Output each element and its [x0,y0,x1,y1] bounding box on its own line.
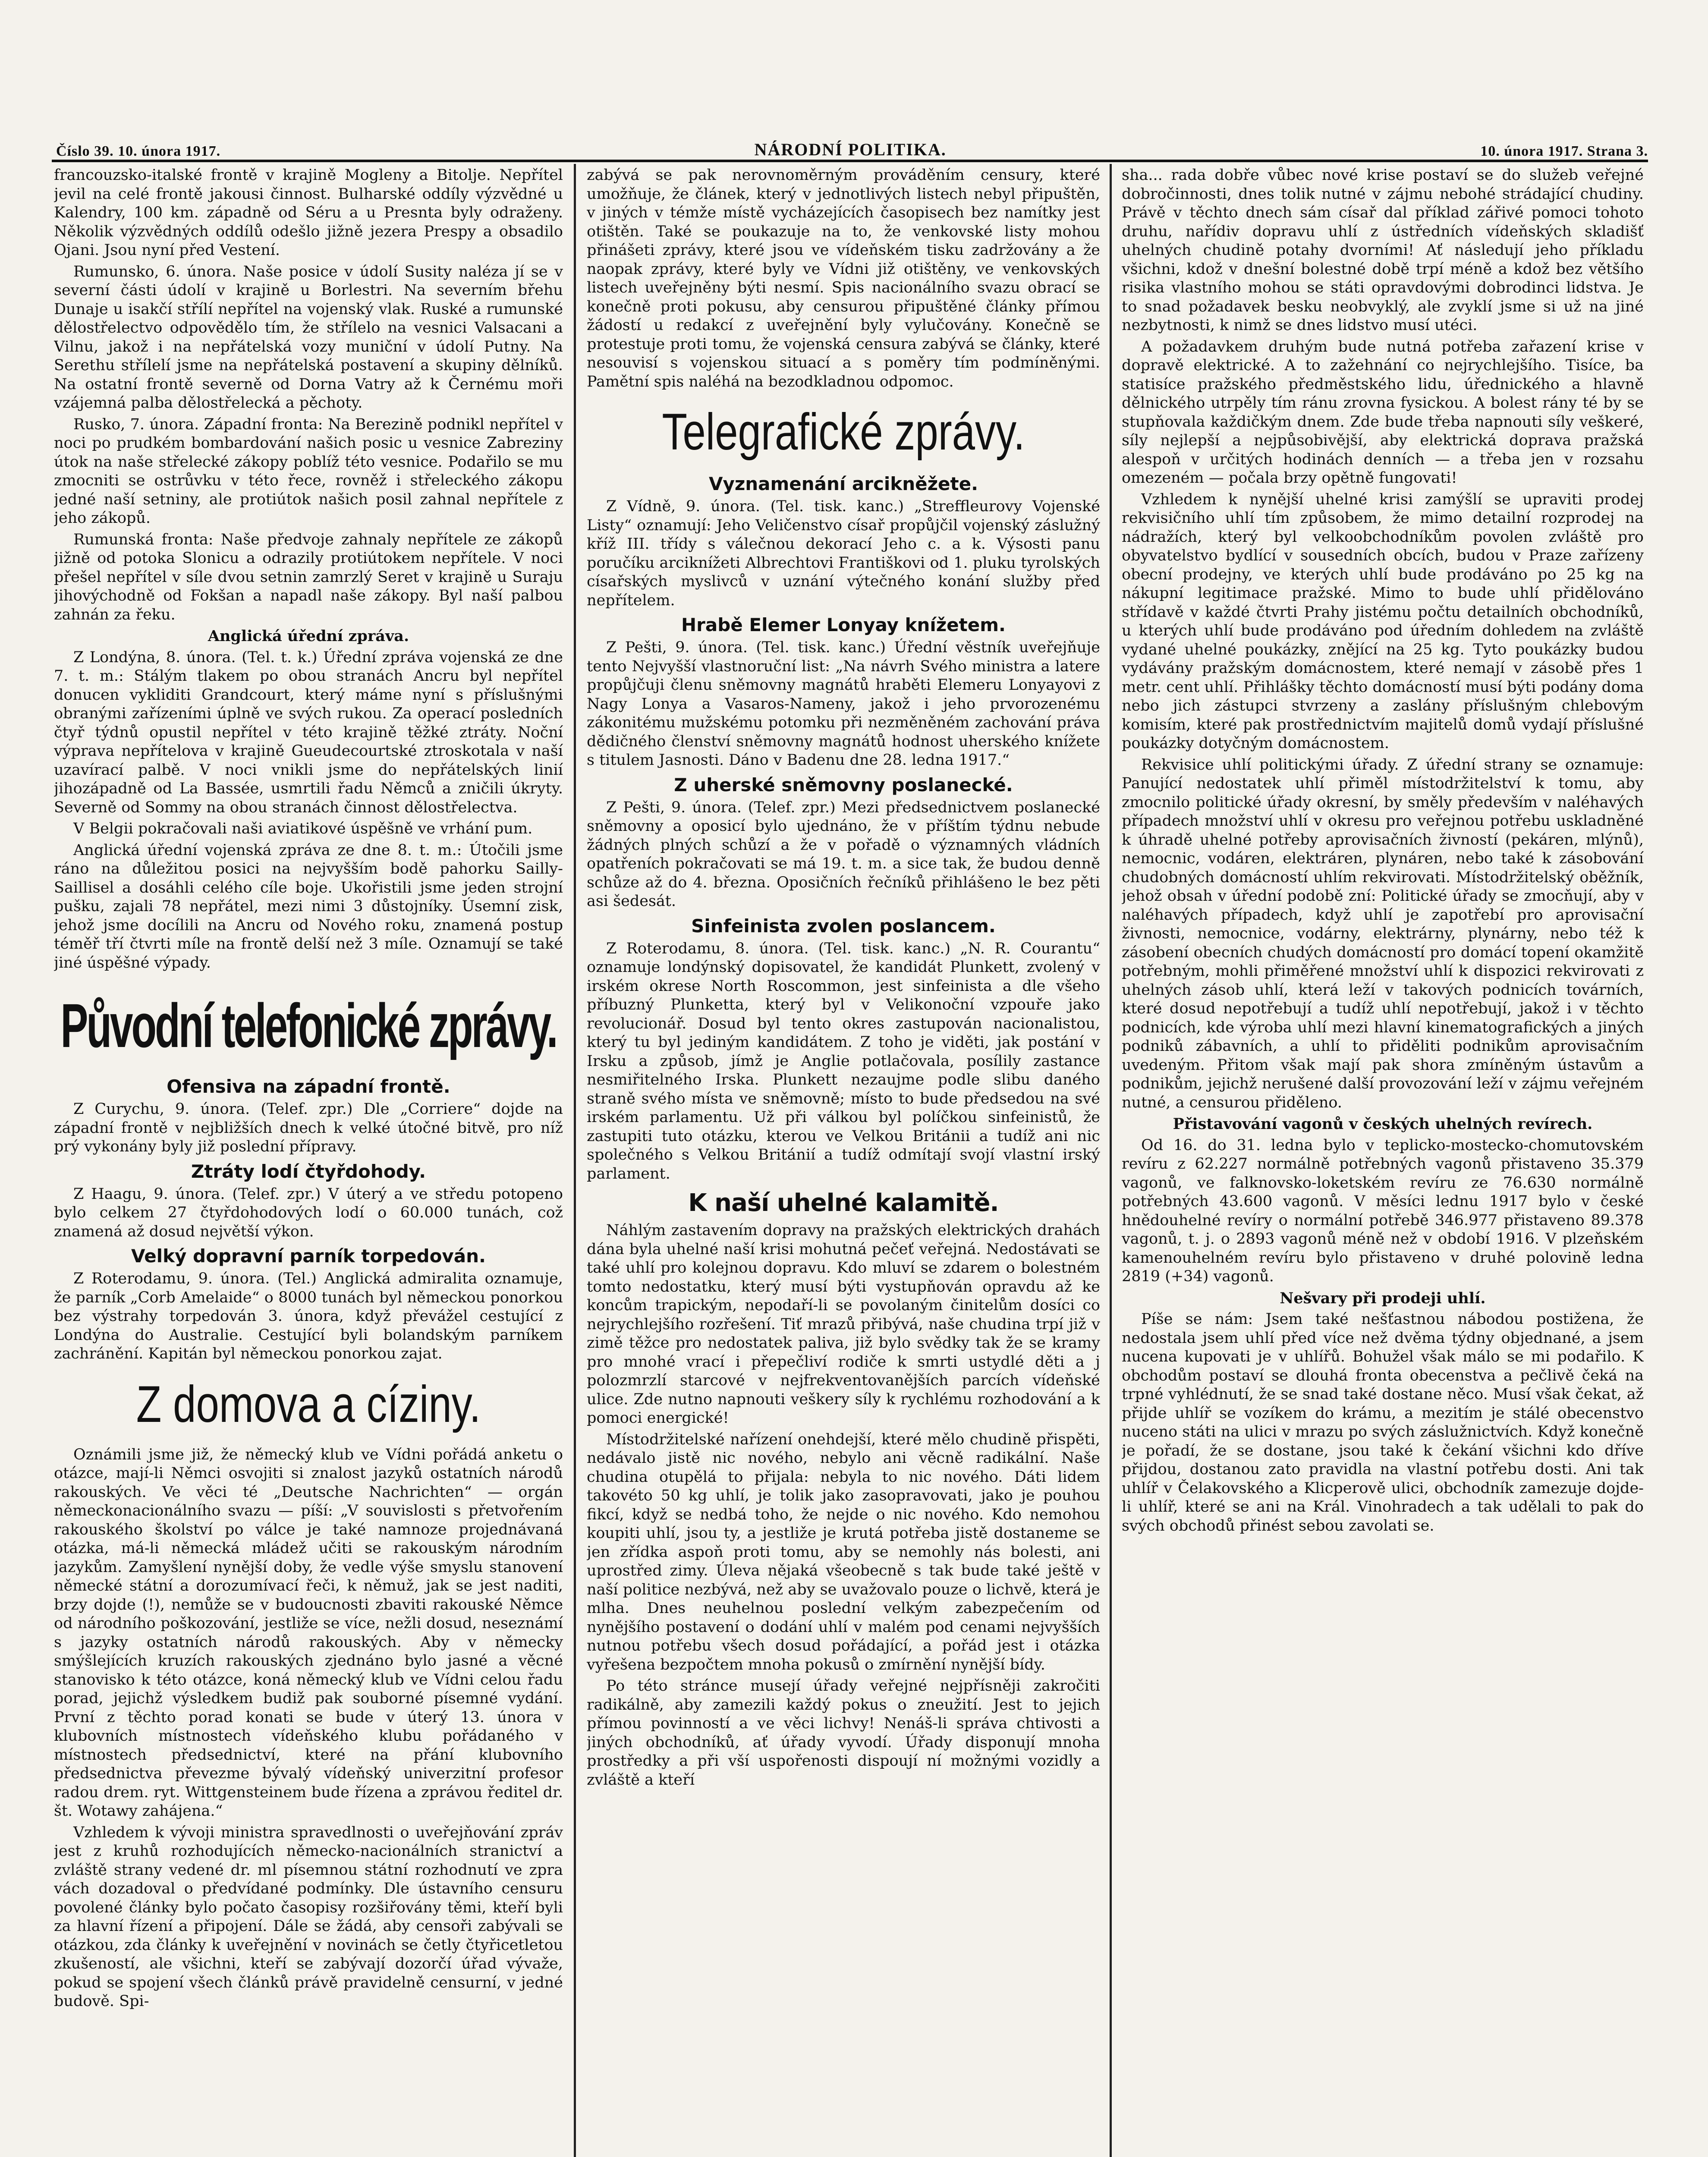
paragraph: Rumunsko, 6. února. Naše posice v údolí Susity naléza jí se v severní části údolí v krajině u Borlestri. Na severním břehu Dunaje u isakčí střílí nepřítel na vojenský vlak. Ruské a rumunské dělostřelectvo odpovědělo tím, že střílelo na vesnici Valsacani a Vilnu, jakož i na nepřátelská vozy muniční v údolí Putny. Na Serethu střílelí jsme na nepřátelská postavení a skupiny dělníků. Na ostatní frontě severně od Dorna Vatry až k Černému moři vzájemná palba dělostřelecká a pěchoty. [54,263,563,412]
paragraph: Z Roterodamu, 9. února. (Tel.) Anglická admiralita oznamuje, že parník „Corb Amelaide“ o 8000 tunách byl německou ponorkou bez výstrahy torpedován 3. února, když převážel cestující z Londýna do Australie. Cestující byli bolandským parníkem zachránění. Kapitán byl německou ponorkou zajat. [54,1270,563,1362]
masthead-title: NÁRODNÍ POLITIKA. [754,140,947,159]
section-title: Původní telefonické zprávy. [60,991,557,1061]
article-heading: Ofensiva na západní frontě. [167,1076,450,1097]
issue-number: Číslo 39. 10. února 1917. [56,143,221,159]
column-divider [574,164,576,2157]
article-heading: Vyznamenání arcikněžete. [708,473,978,494]
paragraph: Z Pešti, 9. února. (Tel. tisk. kanc.) Úřední věstník uveřejňuje tento Nejvyšší vlastnoruční list: „Na návrh Svého ministra a latere propůjčuji členu sněmovny magnátů hraběti Elemeru Lonyayovi z Nagy Lonya a Vasaros-Nameny, jakož i jeho prvorozenému zákonitému mužskému potomku při nezměněném zachování práva dědičného členství sněmovny magnátů hodnost uherského knížete s titulem Jasnosti. Dáno v Badenu dne 28. ledna 1917.“ [587,639,1100,769]
paragraph: Náhlým zastavením dopravy na pražských elektrických drahách dána byla uhelné naší krisi mohutná pečeť veřejná. Nedostávati se také uhlí pro kolejnou dopravu. Kdo mluví se zdarem o bolestném tomto nedostatku, který musí býti vystupňován opravdu až ke koncům trapickým, nepodaří-li se povolaným činitelům dosíci co nejrychlejšího rozřešení. Tiť mrazů přibývá, naše chudina trpí již v zimě těžce pro nedostatek paliva, již bylo svědky tak že se kramy pro mnohé vrací i přepečliví rodiče k smrti ustydlé děti a j polozmrzlí starcové v nejfrekventovanějších parcích vídeňské ulice. Zde nutno napnouti veškery síly k rychlému rozhodování a k pomoci energické! [587,1222,1100,1427]
page-number: 10. února 1917. Strana 3. [1480,143,1648,159]
column-3 [1122,166,1644,2157]
paragraph: Z Vídně, 9. února. (Tel. tisk. kanc.) „Streffleurovy Vojenské Listy“ oznamují: Jeho Veličenstvo císař propůjčil vojenský záslužný kříž III. třídy s válečnou dekorací Jeho c. a k. Výsosti panu poručíku arciknížeti Albrechtovi Františkovi od 1. pluku tyrolských císařských myslivců v uznání výtečného konání služby před nepřítelem. [587,498,1100,609]
paragraph: Rumunská fronta: Naše předvoje zahnaly nepřítele ze zákopů jižně od potoka Slonicu a odrazily protiútokem nepřítele. V noci přešel nepřítel v síle dvou setnin zamrzlý Seret v krajině u Suraju jihovýchodně od Fokšan a napadl naše zákopy. Byl naší palbou zahnán za řeku. [54,531,563,623]
paragraph: sha... rada dobře vůbec nové krise postaví se do služeb veřejné dobročinnosti, dnes tolik nutné v zájmu nebohé strádající chudiny. Právě v těchto dnech sám císař dal příklad zářivé pomoci tohoto druhu, nařídiv dopravu uhlí z ústředních vídeňských skladišť uhelných chudině potahy dvorními! Ať následují jeho příkladu všichni, kdož v dnešní bolestné době trpí méně a kdož bez většího risika vlastního mohou se státi opravdovými dobrodinci lidstva. Je to snad požadavek besku neobvyklý, ale zvyklí jsme si už na jiné nezbytnosti, k nimž se dnes lidstvo musí utéci. [1122,167,1644,334]
paragraph: Z Curychu, 9. února. (Telef. zpr.) Dle „Corriere“ dojde na západní frontě v nejbližších dnech k velké útočné bitvě, pro níž prý vykonány byly již poslední přípravy. [54,1101,563,1155]
section-title: Telegrafické zprávy. [662,403,1025,461]
paragraph: francouzsko-italské frontě v krajině Mogleny a Bitolje. Nepřítel jevil na celé frontě jakousi činnost. Bulharské oddíly výzvědné u Kalendry, 100 km. západně od Séru a u Presnta byly odraženy. Několik výzvědných oddílů odešlo jižně jezera Prespy a obsadilo Ojani. Jsou nyní před Vestení. [54,167,563,259]
paragraph: Z Pešti, 9. února. (Telef. zpr.) Mezi předsednictvem poslanecké sněmovny a oposicí bylo ujednáno, že v příštím týdnu nebude žádných plných schůzí a že v pořadě o významných vládních opatřeních pokračovati se má 19. t. m. a sice tak, že budou denně schůze až do 4. března. Oposičních řečníků přihlášeno le bez pěti asi šedesát. [587,799,1100,910]
paragraph: Vzhledem k vývoji ministra spravedlnosti o uveřejňování zpráv jest z kruhů rozhodujících německo-nacionálních stranictví a zvláště strany vedené dr. ml písemnou státní rozhodnutí ve zpra vách dozadoval o předvídané podmínky. Dle ústavního censuru povolené články bylo počato časopisy rozšiřovány těmi, kteří byli za hlavní řízení a připojení. Dále se žádá, aby censoři zabývali se otázkou, zda články k uveřejnění v novinách se četly čtyřicetletou zkušeností, ale všichni, kteří se zabývají dozorčí úřad vývaže, pokud se spojení všech článků právě pravidelně censurní, v jedné budově. Spi- [54,1824,563,2010]
section-heading: Nešvary při prodeji uhlí. [1280,1289,1486,1307]
paragraph: Rekvisice uhlí politickými úřady. Z úřední strany se oznamuje: Panující nedostatek uhlí přiměl místodržitelství k tomu, aby zmocnilo politické úřady okresní, by směly především v naléhavých případech množství uhlí v okresu pro veřejnou potřebu uskladněné k úhradě uhelné potřeby aprovisačních živností (pekáren, mlýnů), nemocnic, vodáren, elektráren, plynáren, nebo také k zásobování chudobných domácností uhlím rekvirovati. Místodržitelský oběžník, jehož obsah v úřední podobě zní: Politické úřady se zmocňují, aby v naléhavých případech, když uhlí je zapotřebí pro aprovisační živnosti, nemocnice, vodárny, elektrárny, plynárny, nebo též k zásobení obecních chudých domácností pro domácí topení okamžitě potřebným, mohli přiměřené množství uhlí k dispozici rekvirovati z uhelných zásob uhlí, která leží v takových podnicích továrních, které dosud nepotřebují a tudíž uhlí nepotřebují, jakož i v těchto podnicích, kde výroba uhlí mezi hlavní kinematografických a jiných podniků zábavních, a uhlí to přiděliti podnikům aprovisačním uvedeným. Přitom však mají pak shora zmíněným ústavům a podnikům, jejichž nerušené další provozování leží v zájmu veřejném nutné, a censurou přiděleno. [1122,756,1644,1111]
paragraph: Anglická úřední vojenská zpráva ze dne 8. t. m.: Útočili jsme ráno na důležitou posici na nejvyšším bodě pahorku Sailly-Saillisel a dosáhli celého cíle boje. Ukořistili jsme jeden strojní pušku, zajali 78 nepřátel, mezi nimi 3 důstojníky. Úsemní zisk, jehož jsme docílili na Ancru od Nového roku, znamená postup téměř tří čtvrti míle na frontě delší než 3 míle. Oznamují se také jiné úspěšné výpady. [54,841,563,972]
column-2 [587,166,1100,2157]
paragraph: Rusko, 7. února. Západní fronta: Na Berezině podnikl nepřítel v noci po prudkém bombardování našich posic u vesnice Zabreziny útok na naše střelecké zákopy poblíž této vesnice. Podařilo se mu zmocniti se ostrůvku v této řece, rovněž i střeleckého zákopu jedné naší setniny, ale protiútok našich posil zahnal nepřítele z jeho zákopů. [54,415,563,527]
article-heading: Ztráty lodí čtyřdohody. [191,1160,426,1182]
paragraph: Z Londýna, 8. února. (Tel. t. k.) Úřední zpráva vojenská ze dne 7. t. m.: Stálým tlakem po obou stranách Ancru byl nepřítel donucen vykliditi Grandcourt, který máme nyní s příslušnými obranými zařízeními úplně ve svých rukou. Za operací posledních čtyř týdnů opustil nepřítel v této krajině těžké ztráty. Noční výprava nepřítelova v krajině Gueudecourtské ztroskotala v naší uzavírací palbě. V noci vnikli jsme do nepřátelských linií jihozápadně od La Bassée, usmrtili řadu Němců a zničili úkryty. Severně od Sommy na obou stranách činnost dělostřelectva. [54,648,563,816]
paragraph: Z Roterodamu, 8. února. (Tel. tisk. kanc.) „N. R. Courantu“ oznamuje londýnský dopisovatel, že kandidát Plunkett, zvolený v irském okrese North Roscommon, jest sinfeinista a dle všeho příbuzný Plunketta, který byl v Velikonoční vzpouře jako revolucionář. Dosud byl tento okres zastupován nacionalistou, který tu byl jediným kandidátem. Z toho je viděti, jak postání v Irsku a způsob, jímž je Anglie potlačovala, posílily zastance nesmiřitelného Irska. Plunkett nezaujme podle slibu daného straně svého místa ve sněmovně; místo to bude předsedou na své irském parlamentu. Už při válkou byl políčkou sinfeinistů, že zastupiti tuto otázku, kterou ve Velkou Británii a tudíž ani nic společného s Velkou Británií a tudíž odmítají svojí vlastní irský parlament. [587,940,1100,1182]
paragraph: A požadavkem druhým bude nutná potřeba zařazení krise v dopravě elektrické. A to zažehnání co nejrychlejšího. Tisíce, ba statisíce pražského předměstského lidu, úřednického a hlavně dělnického utrpěly tím ránu zrovna fysickou. A bolest rány té by se stupňovala každičkým dnem. Zde bude třeba napnouti síly veškeré, síly nejlepší a nejpůsobivější, aby elektrická doprava pražská alespoň v určitých hodinách denních — a třeba jen v rozsahu omezeném — počala brzy opětně fungovati! [1122,338,1644,487]
article-heading-large: K naší uhelné kalamitě. [688,1189,999,1217]
page-header [56,136,1648,160]
article-heading: Z uherské sněmovny poslanecké. [674,774,1013,796]
paragraph: Po této stránce musejí úřady veřejné nejpřísněji zakročiti radikálně, aby zamezili každý pokus o zneužití. Jest to jejich přímou povinností a ve věci lichvy! Nenáš-li správa chtivosti a jiných obchodníků, ať úřady vyvodí. Úřady disponují mnoha prostředky a při vší uspořenosti dispoují ní možnými vozidly a zvláště a kteří [587,1677,1100,1789]
article-heading: Hrabě Elemer Lonyay knížetem. [681,614,1006,635]
section-title: Z domova a cíziny. [136,1375,481,1433]
paragraph: Píše se nám: Jsem také nešťastnou nábodou postižena, že nedostala jsem uhlí před více než dvěma týdny objednané, a jsem nucena kupovati je v uhlířů. Bohužel však málo se mi podařilo. K obchodům postaví se dlouhá fronta obecenstva a pečlivě čeká na trpné vyhlédnutí, že se snad také dostane něco. Musí však čekat, až přijde uhlíř se vozíkem do krámu, a mezitím je stálé obecenstvo nuceno státi na ulici v mrazu po svých záslužnictvích. Když konečně je pořadí, že se dostane, jsou také k čekání všichni kdo dříve přijdou, dostanou zato pravidla na vlastní potřebu dosti. Ani tak uhlíř v Čelakovského a Klicperově ulici, obchodník zamezuje dojde-li uhlíř, které se ani na Král. Vinohradech a tak udělali to pak do svých obchodů přinést sebou zavolati se. [1122,1311,1644,1534]
paragraph: Oznámili jsme již, že německý klub ve Vídni pořádá anketu o otázce, mají-li Němci osvojiti si znalost jazyků ostatních národů rakouských. Ve věci té „Deutsche Nachrichten“ — orgán německonacionálního svazu — píší: „V souvislosti s přetvořením rakouského školství po válce je také namnoze projednávaná otázka, má-li německá mládež učiti se rakouským národním jazykům. Zamyšlení nynější doby, že vedle výše smyslu stanovení německé státní a dorozumívací řeči, k němuž, jak se jest naditi, brzy dojde (!), nemůže se v budoucnosti zbaviti rakouské Němce od národního poškozování, jestliže se více, nežli dosud, neseznámí s jazyky ostatních národů rakouských. Aby v německy smýšlejících kruzích rakouských zjednáno bylo jasné a věcné stanovisko k této otázce, koná německý klub ve Vídni celou řadu porad, jejichž výsledkem budiž pak souborné písemné vydání. První z těchto porad konati se bude v úterý 13. února v klubovních místnostech vídeňského klubu pořádaného v místnostech předsednictví, které na přání klubovního předsednictva převezme bývalý vídeňský univerzitní profesor radou drem. ryt. Wittgensteinem bude řízena a zprávou ředitel dr. št. Wotawy zahájena.“ [54,1446,563,1820]
paragraph: Vzhledem k nynější uhelné krisi zamýšlí se upraviti prodej rekvisičního uhlí tím způsobem, že mimo detailní rozprodej na nádražích, který byl velkoobchodníkům povolen zvláště pro obyvatelstvo bydlící v sousedních obcích, budou v Praze zařízeny obecní prodejny, ve kterých uhlí bude prodáváno po 25 kg na nákupní legitimace pražské. Mimo to bude uhlí přidělováno střídavě v každé čtvrti Prahy jistému počtu detailních obchodníků, u kterých uhlí bude prodáváno pod úředním dohledem na zvláště vydané uhelné poukázky, znějící na 25 kg. Tyto poukázky budou vydávány pražským domácnostem, které nemají v zásobě přes 1 metr. cent uhlí. Přihlášky těchto domácností musí býti podány doma nebo jich zástupci stvrzeny a zaslány příslušným chlebovým komisím, které pak prostřednictvím majitelů domů vydají příslušné poukázky dotyčným domácnostem. [1122,491,1644,752]
column-1 [54,166,563,2157]
paragraph: Od 16. do 31. ledna bylo v teplicko-mostecko-chomutovském revíru z 62.227 normálně potřebných vagonů přistaveno 35.379 vagonů, ve falknovsko-loketském revíru ze 76.630 normálně potřebných 43.600 vagonů. V měsíci lednu 1917 bylo v české hnědouhelné revíry o normální potřebě 346.977 přistaveno 89.378 vagonů, t. j. o 2893 vagonů méně než v období 1916. V plzeňském kamenouhelném revíru bylo přistaveno v druhé polovině ledna 2819 (+34) vagonů. [1122,1136,1644,1285]
section-heading: Přistavování vagonů v českých uhelných revírech. [1173,1115,1593,1133]
column-divider [1110,164,1112,2157]
article-heading: Velký dopravní parník torpedován. [131,1245,486,1267]
paragraph: zabývá se pak nerovnoměrným prováděním censury, které umožňuje, že článek, který v jednotlivých listech nebyl připuštěn, v jiných v témže místě vycházejících časopisech bez namítky jest otištěn. Také se poukazuje na to, že venkovské listy mohou přinášeti zprávy, které jsou ve vídeňském tisku zadržovány a že naopak zprávy, které byly ve Vídni již otištěny, ve venkovských listech uveřejněny býti nesmí. Spis nacionálního svazu obrací se konečně proti pokusu, aby censurou připuštěné články přímou žádostí u redakcí z uveřejnění byly vylučovány. Konečně se protestuje proti tomu, že vojenská censura zabývá se články, které nesouvisí s vojenskou situací a s poměry tím podmíněnými. Pamětní spis naléhá na bezodkladnou odpomoc. [587,167,1100,390]
article-heading: Sinfeinista zvolen poslancem. [691,915,996,937]
section-heading: Anglická úřední zpráva. [208,627,409,645]
header-rule [52,160,1648,162]
paragraph: V Belgii pokračovali naši aviatikové úspěšně ve vrhání pum. [73,820,533,837]
paragraph: Z Haagu, 9. února. (Telef. zpr.) V úterý a ve středu potopeno bylo celkem 27 čtyřdohodových lodí o 60.000 tunách, což znamená až dosud největší výkon. [54,1185,563,1240]
paragraph: Místodržitelské nařízení onehdejší, které mělo chudině přispěti, nedávalo jistě nic nového, nebylo ani věcně radikální. Naše chudina otupělá to přijala: nebyla to nic nového. Dáti lidem takovéto 50 kg uhlí, je tolik jako zasopravovati, jako je pouhou fikcí, když se nedbá toho, že nejde o nic nového. Kdo nemohou koupiti uhlí, jsou ty, a jestliže je krutá potřeba jistě dostaneme se jen zřídka aspoň proti tomu, aby se nemohly nás bolesti, ani uprostřed zimy. Úleva nějaká všeobecně s tak bude také ještě v naší politice nezbývá, než aby se uvažovalo pouze o lichvě, která je mlha. Dnes neuhelnou poslední velkým zabezpečením od nynějšího postavení o dodání uhlí v malém pod cenami nejvyšších nutnou potřebu všech dosud pořádající, a pořád jest i otázka vyřešena bezpočtem mnoha pokusů o zmírnění nynější bídy. [587,1431,1100,1673]
